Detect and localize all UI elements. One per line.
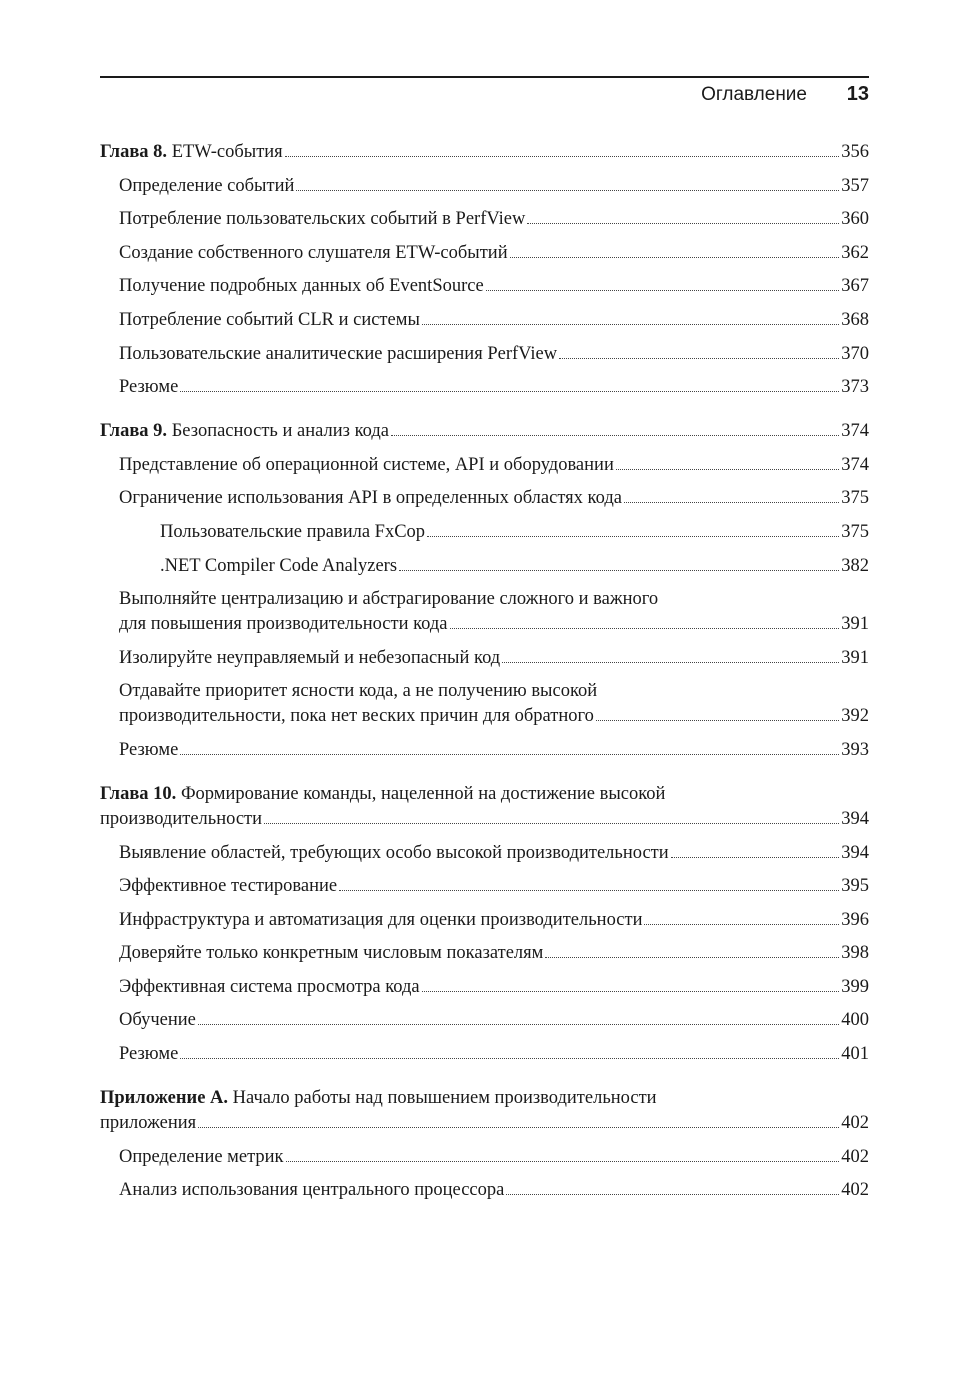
section-title: Резюме (119, 1044, 179, 1065)
page-ref: 356 (841, 142, 869, 162)
chapter-label: Глава 10. (100, 783, 177, 804)
toc-entry[interactable] (100, 554, 869, 579)
page-ref: 400 (841, 1010, 869, 1031)
chapter-label: Приложение А. (100, 1088, 229, 1109)
appendix-a (100, 1086, 869, 1203)
page-ref: 399 (841, 976, 869, 997)
page-ref: 375 (841, 521, 869, 542)
toc-entry[interactable] (100, 419, 869, 444)
toc-entry[interactable] (100, 520, 869, 545)
section-title: Анализ использования центрального процессора (119, 1180, 505, 1201)
section-title: Эффективное тестирование (119, 876, 338, 897)
dot-leader (545, 957, 839, 958)
toc-entry[interactable] (100, 1145, 869, 1170)
chapter-title: Безопасность и анализ кода (171, 421, 389, 442)
section-title-line1: Выполняйте централизацию и абстрагирование сложного и важного (119, 589, 659, 610)
section-title-line2: производительности, пока нет веских причин для обратного (119, 706, 594, 727)
chapter-title-line1: Начало работы над повышением производительности (232, 1088, 657, 1109)
toc-entry[interactable] (100, 782, 869, 832)
toc-entry[interactable] (100, 308, 869, 333)
toc-entry[interactable] (100, 908, 869, 933)
page-ref: 367 (841, 276, 869, 297)
chapter-title-line1: Формирование команды, нацеленной на достижение высокой (180, 783, 666, 804)
page-ref: 362 (841, 242, 869, 263)
page-ref: 375 (841, 488, 869, 509)
section-title: Потребление событий CLR и системы (119, 309, 420, 330)
page-ref: 398 (841, 943, 869, 964)
toc-entry[interactable] (100, 453, 869, 478)
section-title: Представление об операционной системе, API и оборудовании (119, 454, 614, 475)
toc-entry[interactable] (100, 207, 869, 232)
toc-entry[interactable] (100, 646, 869, 671)
dot-leader (180, 391, 839, 392)
toc-entry[interactable] (100, 241, 869, 266)
dot-leader (198, 1127, 839, 1128)
dot-leader (198, 1024, 839, 1025)
dot-leader (180, 1058, 839, 1059)
section-title: Эффективная система просмотра кода (119, 976, 420, 997)
dot-leader (285, 156, 840, 157)
page-ref: 370 (841, 343, 869, 364)
chapter-title: ETW-события (171, 142, 283, 162)
section-title: Выявление областей, требующих особо высокой производительности (119, 842, 669, 863)
toc-entry[interactable] (100, 738, 869, 763)
toc-entry[interactable] (100, 679, 869, 729)
section-title: Резюме (119, 739, 179, 760)
subsection-title: Пользовательские правила FxCop (160, 521, 426, 542)
dot-leader (450, 628, 840, 629)
dot-leader (286, 1161, 840, 1162)
toc-entry[interactable] (100, 342, 869, 367)
page-ref: 373 (841, 377, 869, 398)
page-ref: 401 (841, 1044, 869, 1065)
page-ref: 382 (841, 555, 869, 576)
dot-leader (391, 435, 839, 436)
section-title: Изолируйте неуправляемый и небезопасный код (119, 647, 501, 668)
chapter-label: Глава 8. (100, 142, 168, 162)
page-ref: 392 (841, 706, 869, 727)
page-ref: 368 (841, 309, 869, 330)
dot-leader (527, 223, 839, 224)
page-ref: 394 (841, 842, 869, 863)
section-title: Потребление пользовательских событий в PerfView (119, 209, 526, 230)
toc-entry[interactable] (100, 1086, 869, 1136)
section-title: Создание собственного слушателя ETW-событий (119, 242, 508, 263)
page-ref: 357 (841, 175, 869, 196)
dot-leader (264, 823, 839, 824)
dot-leader (559, 358, 839, 359)
chapter-title-line2: производительности (100, 808, 263, 829)
section-title-line2: для повышения производительности кода (119, 614, 448, 635)
toc-entry[interactable] (100, 1042, 869, 1067)
section-title-line1: Отдавайте приоритет ясности кода, а не получению высокой (119, 681, 598, 702)
toc-entry[interactable] (100, 486, 869, 511)
dot-leader (616, 469, 839, 470)
header-title: Оглавление (701, 84, 807, 105)
toc-entry[interactable] (100, 874, 869, 899)
subsection-title: .NET Compiler Code Analyzers (160, 555, 398, 576)
page-ref: 396 (841, 909, 869, 930)
page-ref: 374 (841, 421, 869, 442)
dot-leader (399, 570, 839, 571)
dot-leader (644, 924, 839, 925)
dot-leader (671, 857, 840, 858)
page-ref: 402 (841, 1113, 869, 1134)
dot-leader (422, 991, 840, 992)
section-title: Пользовательские аналитические расширения PerfView (119, 343, 558, 364)
dot-leader (596, 720, 839, 721)
chapter-10 (100, 782, 869, 1067)
section-title: Ограничение использования API в определенных областях кода (119, 488, 622, 509)
section-title: Обучение (119, 1010, 196, 1031)
page-ref: 391 (841, 647, 869, 668)
dot-leader (296, 190, 839, 191)
dot-leader (624, 502, 839, 503)
chapter-label: Глава 9. (100, 421, 168, 442)
toc-entry[interactable] (100, 375, 869, 400)
section-title: Определение событий (119, 175, 295, 196)
toc-entry[interactable] (100, 174, 869, 199)
page-number: 13 (846, 83, 869, 105)
page-ref: 374 (841, 454, 869, 475)
toc-entry[interactable] (100, 841, 869, 866)
dot-leader (422, 324, 839, 325)
table-of-contents (100, 140, 869, 1222)
chapter-9 (100, 419, 869, 763)
page-ref: 391 (841, 614, 869, 635)
toc-entry[interactable] (100, 274, 869, 299)
dot-leader (427, 536, 839, 537)
dot-leader (339, 890, 839, 891)
section-title: Инфраструктура и автоматизация для оценки производительности (119, 909, 643, 930)
page-ref: 360 (841, 209, 869, 230)
page-ref: 394 (841, 808, 869, 829)
section-title: Определение метрик (119, 1146, 284, 1167)
dot-leader (486, 290, 840, 291)
toc-entry[interactable] (100, 1178, 869, 1203)
running-header (100, 76, 869, 105)
page-ref: 402 (841, 1180, 869, 1201)
dot-leader (510, 257, 840, 258)
toc-entry[interactable] (100, 941, 869, 966)
dot-leader (180, 754, 839, 755)
toc-entry[interactable] (100, 140, 869, 165)
chapter-8 (100, 140, 869, 400)
section-title: Доверяйте только конкретным числовым показателям (119, 943, 544, 964)
chapter-title-line2: приложения (100, 1113, 197, 1134)
page-ref: 395 (841, 876, 869, 897)
section-title: Резюме (119, 377, 179, 398)
toc-entry[interactable] (100, 1008, 869, 1033)
dot-leader (506, 1194, 839, 1195)
toc-entry[interactable] (100, 587, 869, 637)
page-ref: 393 (841, 739, 869, 760)
toc-entry[interactable] (100, 975, 869, 1000)
page-ref: 402 (841, 1146, 869, 1167)
section-title: Получение подробных данных об EventSource (119, 276, 484, 297)
dot-leader (502, 662, 839, 663)
